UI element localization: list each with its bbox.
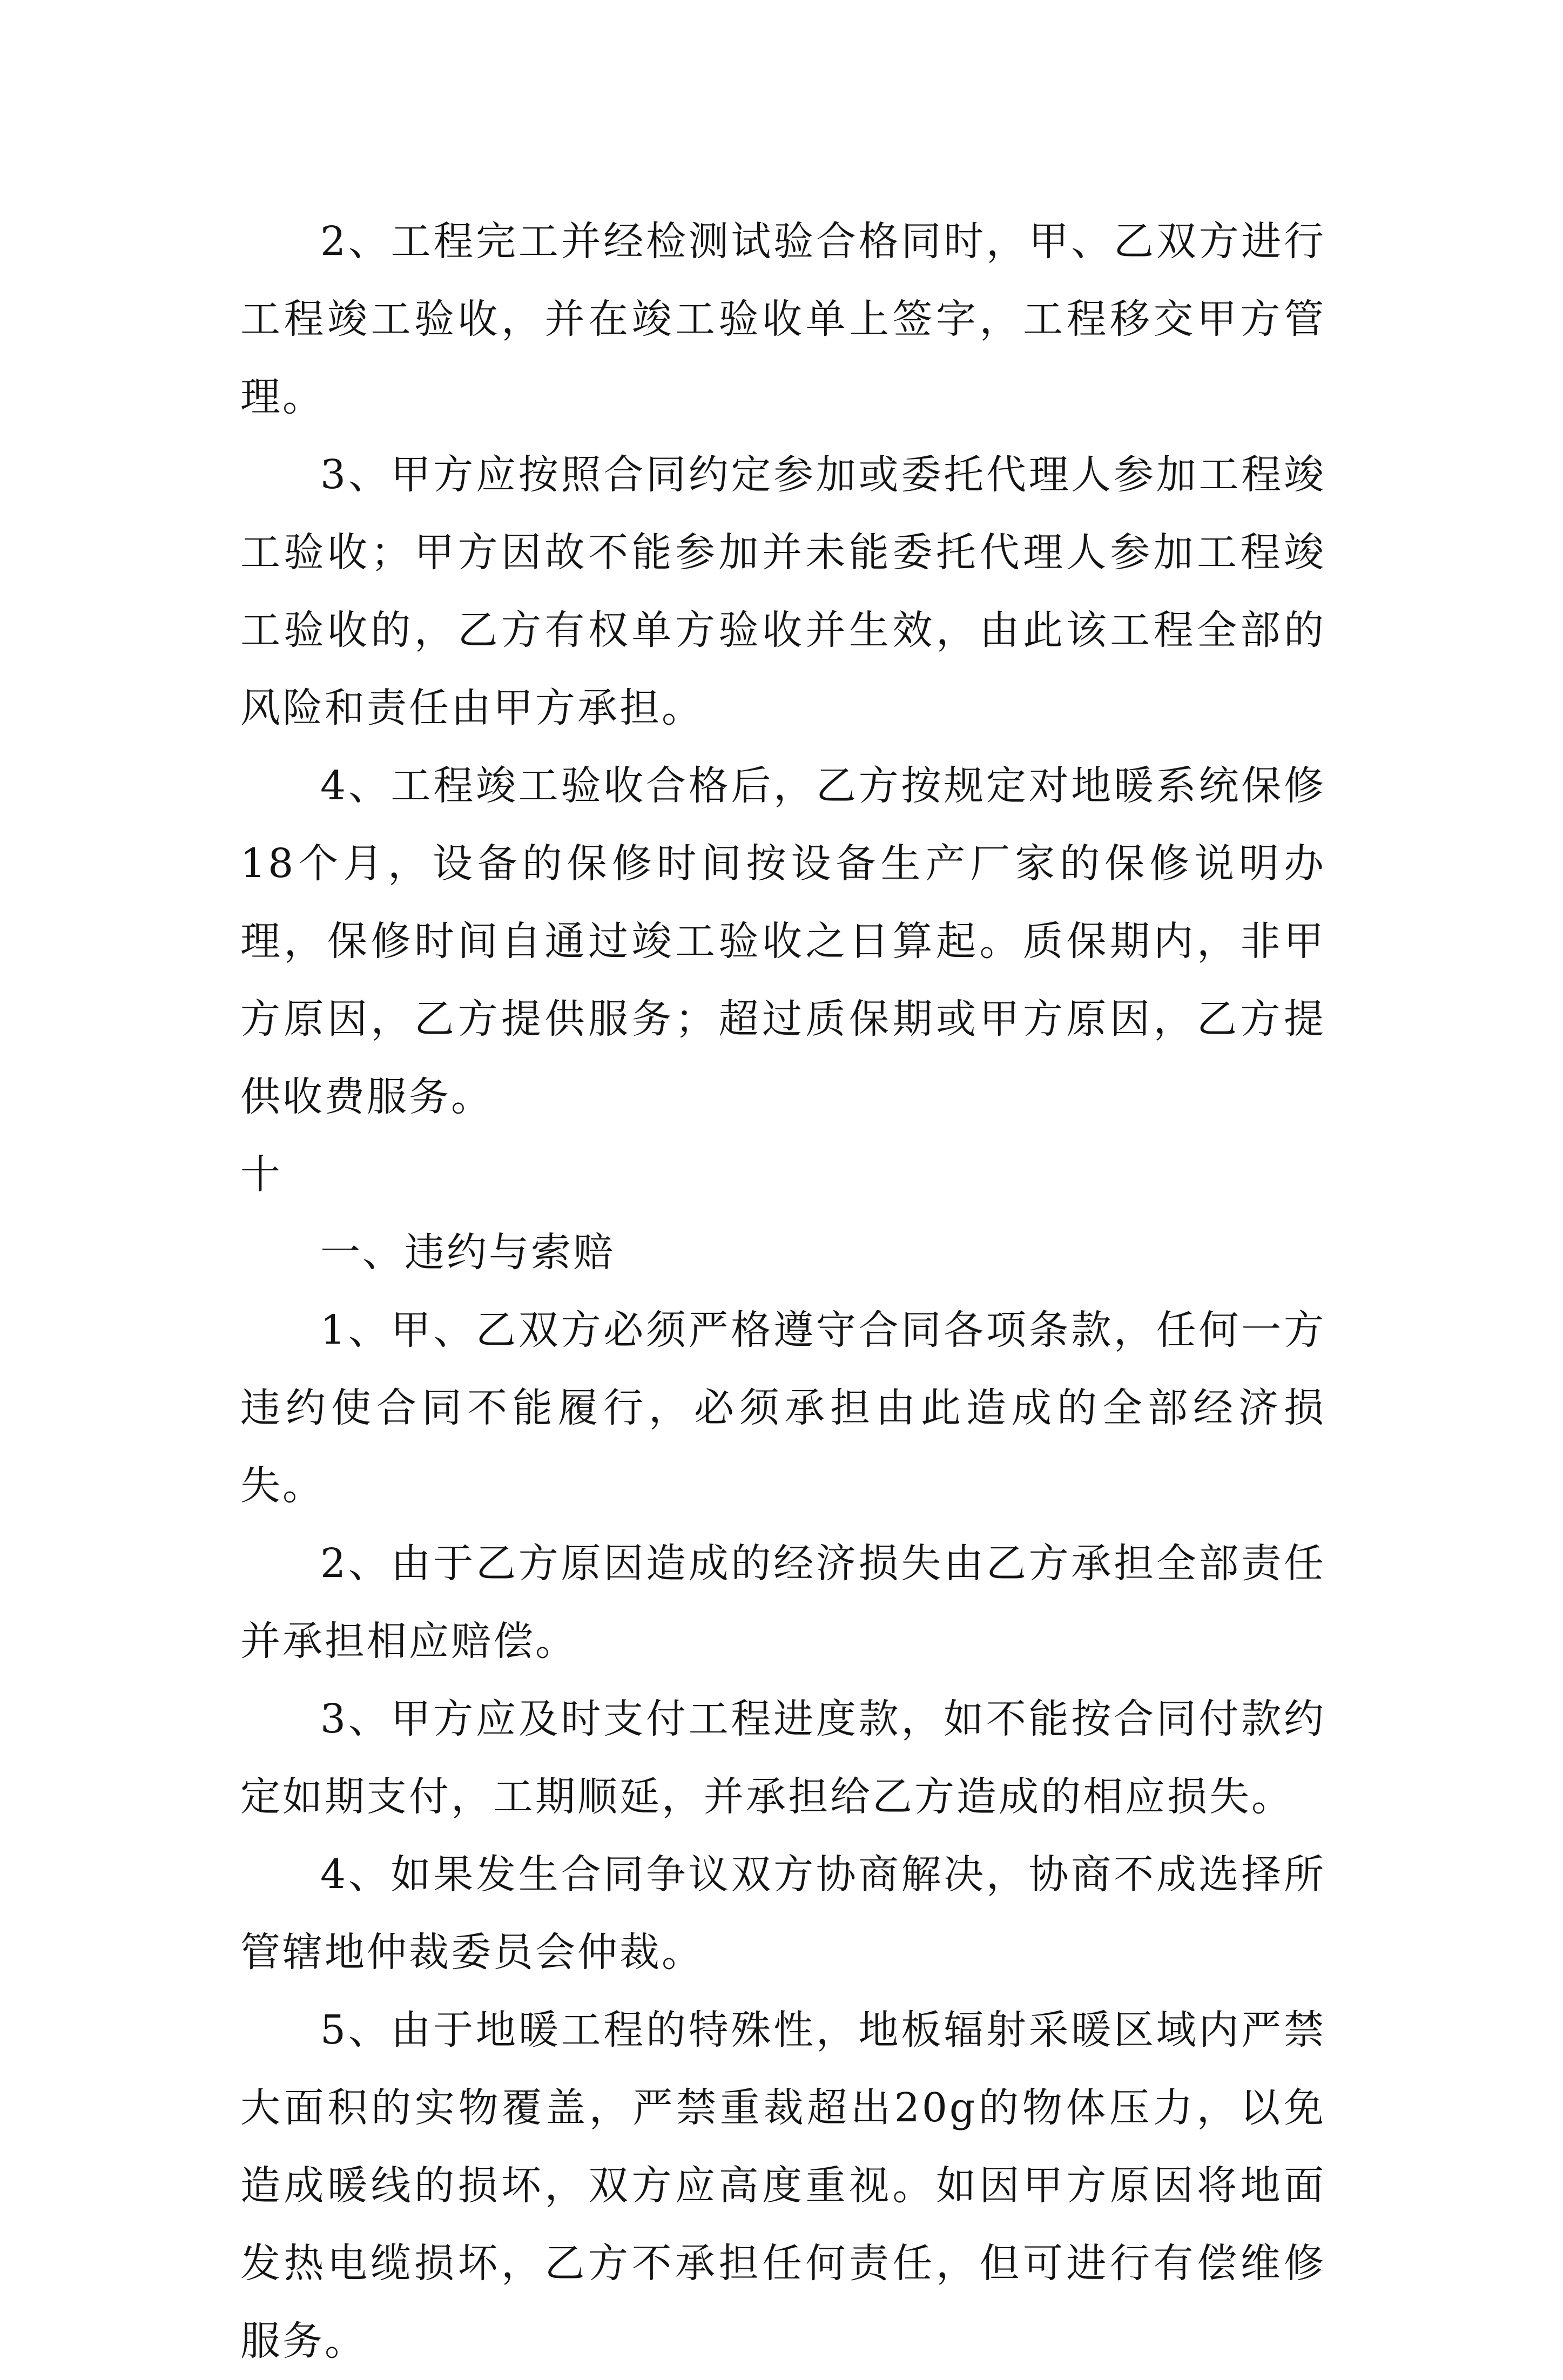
clause-acceptance-2: 2、工程完工并经检测试验合格同时，甲、乙双方进行工程竣工验收，并在竣工验收单上签字，工程移交甲方管理。 (240, 218, 1326, 420)
section-heading-breach: 一、违约与索赔 (320, 1229, 615, 1276)
clause-breach-1: 1、甲、乙双方必须严格遵守合同各项条款，任何一方违约使合同不能履行，必须承担由此造成的全部经济损失。 (240, 1307, 1326, 1509)
section-number: 十 (240, 1151, 282, 1198)
clause-acceptance-3: 3、甲方应按照合同约定参加或委托代理人参加工程竣工验收；甲方因故不能参加并未能委托代理人参加工程竣工验收的，乙方有权单方验收并生效，由此该工程全部的风险和责任由甲方承担。 (240, 451, 1326, 731)
clause-breach-3: 3、甲方应及时支付工程进度款，如不能按合同付款约定如期支付，工期顺延，并承担给乙方造成的相应损失。 (240, 1696, 1326, 1820)
clause-warranty-4: 4、工程竣工验收合格后，乙方按规定对地暖系统保修18个月，设备的保修时间按设备生产厂家的保修说明办理，保修时间自通过竣工验收之日算起。质保期内，非甲方原因，乙方提供服务；超过质保期或甲方原因，乙方提供收费服务。 (240, 763, 1326, 1120)
contract-body (240, 203, 1326, 2380)
clause-breach-5: 5、由于地暖工程的特殊性，地板辐射采暖区域内严禁大面积的实物覆盖，严禁重裁超出20g的物体压力，以免造成暖线的损坏，双方应高度重视。如因甲方原因将地面发热电缆损坏，乙方不承担任何责任，但可进行有偿维修服务。 (240, 2007, 1326, 2364)
clause-breach-2: 2、由于乙方原因造成的经济损失由乙方承担全部责任并承担相应赔偿。 (240, 1540, 1326, 1664)
clause-breach-4: 4、如果发生合同争议双方协商解决，协商不成选择所管辖地仲裁委员会仲裁。 (240, 1851, 1326, 1976)
